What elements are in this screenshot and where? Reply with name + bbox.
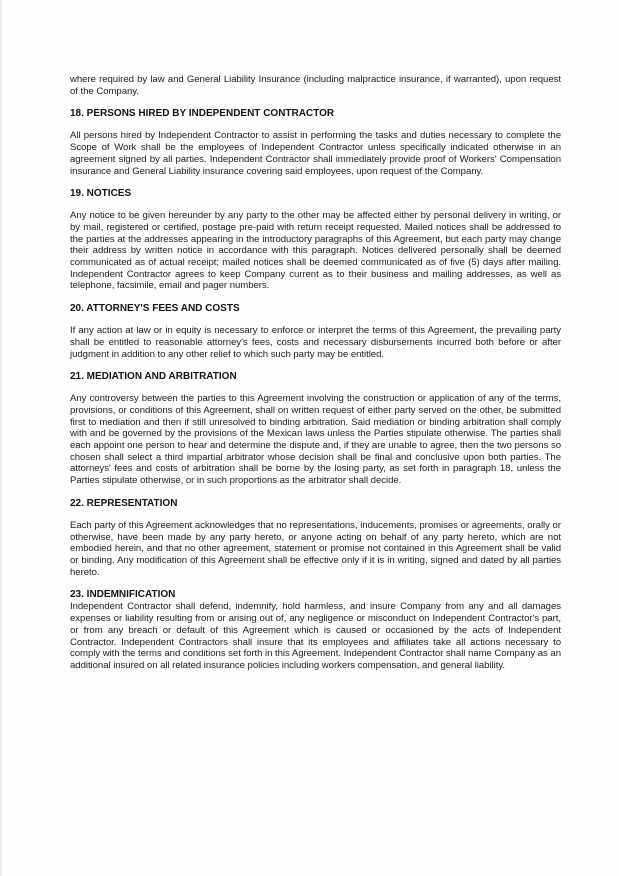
section-heading: 22. REPRESENTATION	[70, 497, 178, 509]
section-heading: 19. NOTICES	[70, 188, 132, 200]
scan-edge-shadow	[0, 0, 3, 876]
section-heading: 23. INDEMNIFICATION	[70, 589, 176, 601]
section-body: Any controversy between the parties to this Agreement involving the construction or application of any of the terms, provisions, or conditions of this Agreement, shall on written request of either party served on the other, be submitted first to mediation and then if still unresolved to binding arbitration. Said mediation or binding arbitration shall comply with and be governed by the provisions of the Mexican laws unless the Parties stipulate otherwise. The parties shall each appoint one person to hear and determine the dispute and, if they are unable to agree, then the two persons so chosen shall select a third impartial arbitrator whose decision shall be final and conclusive upon both parties. The attorneys' fees and costs of arbitration shall be borne by the losing party, as set forth in paragraph 18, unless the Parties stipulate otherwise, or in such proportions as the arbitrator shall decide.	[70, 393, 561, 487]
section-18-persons-hired	[70, 108, 561, 177]
section-body: Any notice to be given hereunder by any party to the other may be affected either by personal delivery in writing, or by mail, registered or certified, postage pre-paid with return receipt requested. Mailed notices shall be addressed to the parties at the addresses appearing in the introductory paragraphs of this Agreement, but each party may change their address by written notice in accordance with this paragraph. Notices delivered personally shall be deemed communicated as of actual receipt; mailed notices shall be deemed communicated as of five (5) days after mailing. Independent Contractor agrees to keep Company current as to their business and mailing addresses, as well as telephone, facsimile, email and pager numbers.	[70, 210, 561, 292]
section-heading: 20. ATTORNEY'S FEES AND COSTS	[70, 303, 240, 315]
section-22-representation	[70, 498, 561, 579]
section-23-indemnification	[70, 589, 561, 671]
section-20-attorneys-fees	[70, 303, 561, 360]
section-21-mediation-arbitration	[70, 371, 561, 487]
intro-paragraph: where required by law and General Liability Insurance (including malpractice insurance, if warranted), upon request of the Company.	[70, 74, 561, 97]
section-heading: 18. PERSONS HIRED BY INDEPENDENT CONTRACTOR	[70, 108, 335, 120]
section-19-notices	[70, 188, 561, 292]
section-body: All persons hired by Independent Contractor to assist in performing the tasks and duties necessary to complete the Scope of Work shall be the employees of Independent Contractor unless specifically indicated otherwise in an agreement signed by all parties. Independent Contractor shall immediately provide proof of Workers' Compensation insurance and General Liability insurance covering said employees, upon request of the Company.	[70, 130, 561, 177]
section-body: If any action at law or in equity is necessary to enforce or interpret the terms of this Agreement, the prevailing party shall be entitled to reasonable attorney's fees, costs and necessary disbursements incurred both before or after judgment in addition to any other relief to which such party may be entitled.	[70, 325, 561, 360]
section-heading: 21. MEDIATION AND ARBITRATION	[70, 371, 237, 383]
section-body: Each party of this Agreement acknowledges that no representations, inducements, promises or agreements, orally or otherwise, have been made by any party hereto, or anyone acting on behalf of any party hereto, which are not embodied herein, and that no other agreement, statement or promise not contained in this Agreement shall be valid or binding. Any modification of this Agreement shall be effective only if it is in writing, signed and dated by all parties hereto.	[70, 519, 561, 578]
section-body: Independent Contractor shall defend, indemnify, hold harmless, and insure Company from any and all damages expenses or liability resulting from or arising out of, any negligence or misconduct on Independent Contractor's part, or from any breach or default of this Agreement which is caused or occasioned by the acts of Independent Contractor. Independent Contractors shall insure that its employees and affiliates take all actions necessary to comply with the terms and conditions set forth in this Agreement. Independent Contractor shall name Company as an additional insured on all related insurance policies including workers compensation, and general liability.	[70, 601, 561, 671]
document-page	[70, 74, 561, 672]
